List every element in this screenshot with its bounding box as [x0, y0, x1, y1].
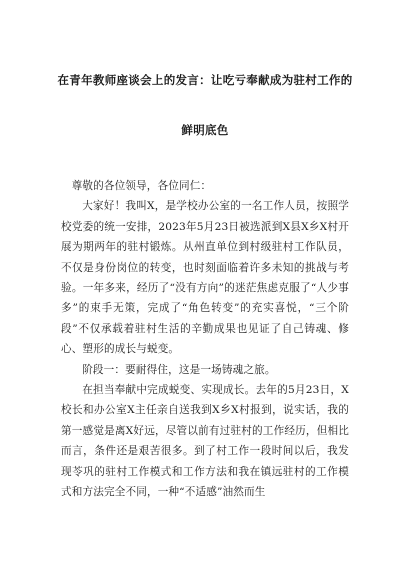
intro-paragraph: 大家好！我叫X，是学校办公室的一名工作人员，按照学校党委的统一安排，2023年5月23日被选派到X县X乡X村开展为期两年的驻村锻炼。从州直单位到村级驻村工作队员，不仅是身份岗位的转变，也时刻面临着许多未知的挑战与考验。一年多来，经历了“没有方向”的迷茫焦虑克服了“人少事多”的束手无策，完成了“角色转变”的充实喜悦，“三个阶段”不仅承载着驻村生活的辛勤成果也见证了自己铸魂、修心、塑形的成长与蜕变。 [61, 200, 349, 356]
document-title-continued: 鲜明底色 [181, 123, 229, 137]
salutation-paragraph: 尊敬的各位领导，各位同仁： [71, 180, 212, 192]
document-title: 在青年教师座谈会上的发言：让吃亏奉献成为驻村工作的 [57, 73, 353, 87]
stage-one-heading: 阶段一：要耐得住，这是一场铸魂之旅。 [82, 363, 276, 376]
document-body [61, 176, 349, 503]
stage-one-paragraph: 在担当奉献中完成蜕变、实现成长。去年的5月23日，X校长和办公室X主任亲自送我到X乡X村报到，说实话，我的第一感觉是离X好远，尽管以前有过驻村的工作经历，但相比而言，条件还是艰苦很多。到了村工作一段时间以后，我发现苓巩的驻村工作模式和工作方法和我在镇远驻村的工作模式和方法完全不同，一种“不适感”油然而生 [61, 384, 349, 499]
